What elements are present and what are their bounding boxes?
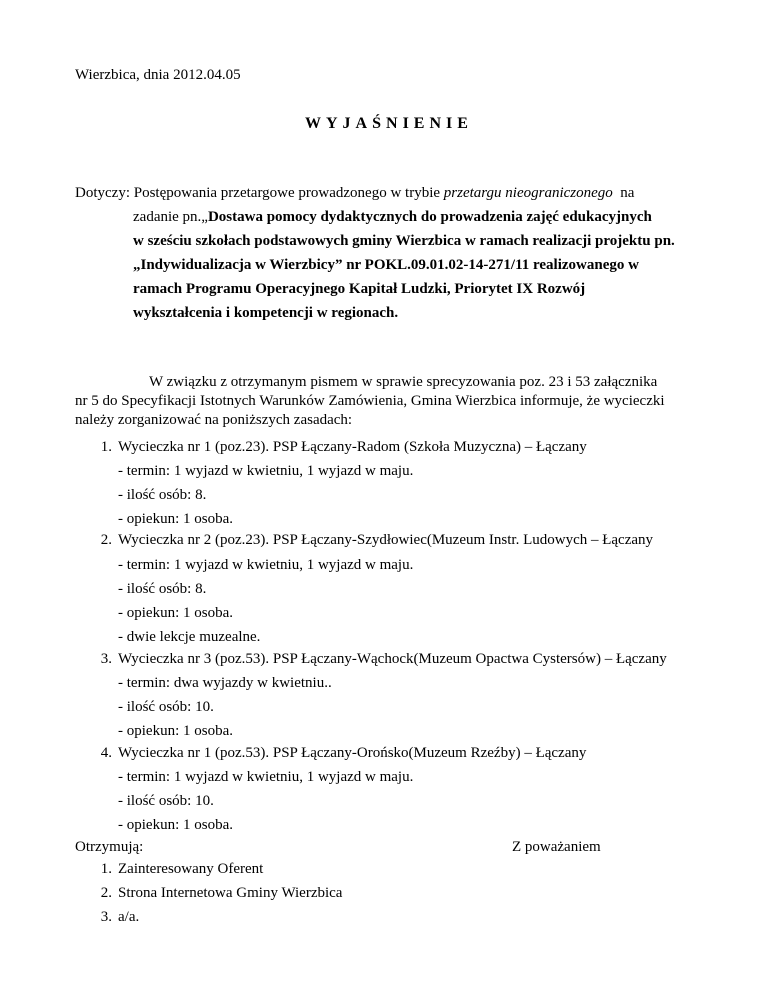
subject-intro: Postępowania przetargowe prowadzonego w trybie <box>133 185 441 201</box>
task-line <box>133 208 723 232</box>
paragraph-line: należy zorganizować na poniższych zasadach: <box>75 412 353 428</box>
task-title-line: ramach Programu Operacyjnego Kapitał Ludzki, Priorytet IX Rozwój <box>133 281 586 297</box>
trip-detail: - opiekun: 1 osoba. <box>118 817 233 833</box>
trip-title: Wycieczka nr 3 (poz.53). PSP Łączany-Wąchock(Muzeum Opactwa Cystersów) – Łączany <box>118 651 667 667</box>
trip-detail: - termin: dwa wyjazdy w kwietniu.. <box>118 675 332 691</box>
trip-detail: - termin: 1 wyjazd w kwietniu, 1 wyjazd w maju. <box>118 557 414 573</box>
place-date: Wierzbica, dnia 2012.04.05 <box>75 67 241 83</box>
trip-title: Wycieczka nr 2 (poz.23). PSP Łączany-Szydłowiec(Muzeum Instr. Ludowych – Łączany <box>118 532 654 548</box>
recipient-item: Strona Internetowa Gminy Wierzbica <box>118 885 343 901</box>
recipient-number: 2. <box>100 885 112 901</box>
task-title-line: w sześciu szkołach podstawowych gminy Wierzbica w ramach realizacji projektu pn. <box>133 233 675 249</box>
task-title-line: Dostawa pomocy dydaktycznych do prowadzenia zajęć edukacyjnych <box>207 209 652 225</box>
document-title: WYJAŚNIENIE <box>305 115 473 132</box>
trip-number: 2. <box>100 532 112 548</box>
trip-title: Wycieczka nr 1 (poz.53). PSP Łączany-Orońsko(Muzeum Rzeźby) – Łączany <box>118 745 587 761</box>
task-title-line: „Indywidualizacja w Wierzbicy” nr POKL.09.01.02-14-271/11 realizowanego w <box>133 257 639 273</box>
subject-after-mode: na <box>620 185 635 201</box>
body-paragraph <box>75 373 695 430</box>
recipient-item: Zainteresowany Oferent <box>118 861 264 877</box>
trip-number: 4. <box>100 745 112 761</box>
recipient-item: a/a. <box>118 909 140 925</box>
trip-detail: - dwie lekcje muzealne. <box>118 629 261 645</box>
recipients-label: Otrzymują: <box>75 839 144 855</box>
paragraph-line: W związku z otrzymanym pismem w sprawie sprecyzowania poz. 23 i 53 załącznika <box>149 374 658 390</box>
trip-title: Wycieczka nr 1 (poz.23). PSP Łączany-Radom (Szkoła Muzyczna) – Łączany <box>118 439 587 455</box>
procurement-mode: przetargu nieograniczonego <box>443 185 613 201</box>
task-title-line: wykształcenia i kompetencji w regionach. <box>133 305 399 321</box>
trip-detail: - opiekun: 1 osoba. <box>118 511 233 527</box>
trip-detail: - ilość osób: 10. <box>118 699 214 715</box>
regards: Z poważaniem <box>512 839 601 855</box>
paragraph-line: nr 5 do Specyfikacji Istotnych Warunków Zamówienia, Gmina Wierzbica informuje, że wycieczki <box>75 393 665 409</box>
subject-first-line <box>75 184 634 202</box>
trip-number: 1. <box>100 439 112 455</box>
trip-number: 3. <box>100 651 112 667</box>
subject-task <box>133 208 723 328</box>
recipient-number: 3. <box>100 909 112 925</box>
trip-detail: - ilość osób: 8. <box>118 581 207 597</box>
trip-detail: - opiekun: 1 osoba. <box>118 723 233 739</box>
trip-detail: - termin: 1 wyjazd w kwietniu, 1 wyjazd w maju. <box>118 769 414 785</box>
subject-label: Dotyczy: <box>75 185 130 201</box>
trip-detail: - ilość osób: 8. <box>118 487 207 503</box>
task-prefix: zadanie pn.„ <box>133 209 208 225</box>
trip-detail: - ilość osób: 10. <box>118 793 214 809</box>
trip-detail: - opiekun: 1 osoba. <box>118 605 233 621</box>
recipient-number: 1. <box>100 861 112 877</box>
trip-detail: - termin: 1 wyjazd w kwietniu, 1 wyjazd w maju. <box>118 463 414 479</box>
